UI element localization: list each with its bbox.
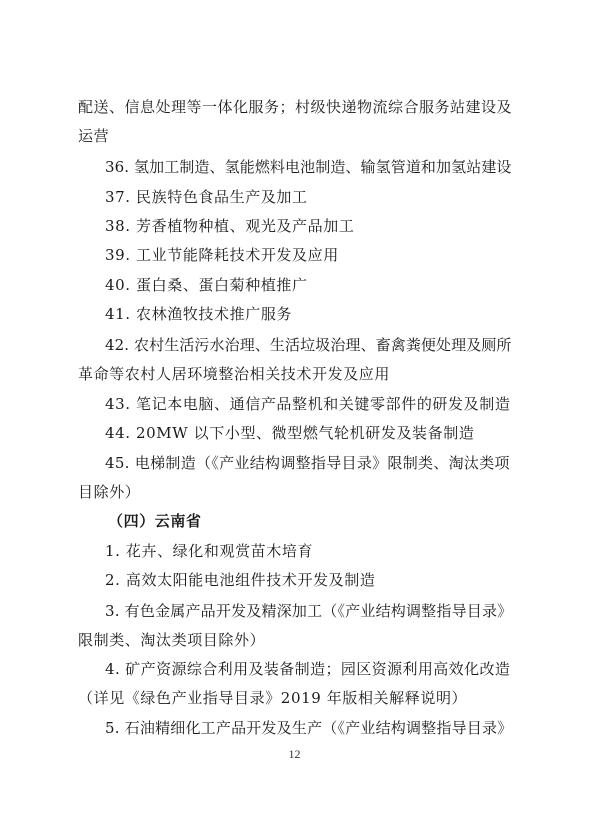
list-item-39: 39. 工业节能降耗技术开发及应用 (105, 246, 339, 264)
list-item-37: 37. 民族特色食品生产及加工 (105, 188, 308, 206)
text-line: （详见《绿色产业指导目录》2019 年版相关解释说明） (78, 689, 468, 707)
list-item-40: 40. 蛋白桑、蛋白菊种植推广 (105, 276, 308, 294)
list-item-1: 1. 花卉、绿化和观赏苗木培育 (105, 542, 314, 560)
list-item-5: 5. 石油精细化工产品开发及生产（《产业结构调整指导目录》 (105, 719, 513, 737)
section-heading: （四）云南省 (108, 512, 202, 530)
text-line: 限制类、淘汰类项目除外） (78, 631, 266, 649)
list-item-36: 36. 氢加工制造、氢能燃料电池制造、输氢管道和加氢站建设 (105, 158, 512, 176)
list-item-2: 2. 高效太阳能电池组件技术开发及制造 (105, 571, 376, 589)
list-item-38: 38. 芳香植物种植、观光及产品加工 (105, 217, 355, 235)
list-item-43: 43. 笔记本电脑、通信产品整机和关键零部件的研发及制造 (105, 395, 511, 413)
text-line: 运营 (78, 127, 110, 145)
text-line: 配送、信息处理等一体化服务；村级快递物流综合服务站建设及 (78, 98, 513, 116)
list-item-42: 42. 农村生活污水治理、生活垃圾治理、畜禽粪便处理及厕所 (105, 336, 512, 354)
list-item-3: 3. 有色金属产品开发及精深加工（《产业结构调整指导目录》 (105, 602, 513, 620)
list-item-45: 45. 电梯制造（《产业结构调整指导目录》限制类、淘汰类项 (105, 454, 510, 472)
page-number: 12 (288, 747, 301, 761)
list-item-4: 4. 矿产资源综合利用及装备制造；园区资源利用高效化改造 (105, 660, 511, 678)
list-item-41: 41. 农林渔牧技术推广服务 (105, 305, 293, 323)
text-line: 革命等农村人居环境整治相关技术开发及应用 (78, 365, 391, 383)
list-item-44: 44. 20MW 以下小型、微型燃气轮机研发及装备制造 (105, 424, 475, 442)
text-line: 目除外） (78, 483, 141, 501)
